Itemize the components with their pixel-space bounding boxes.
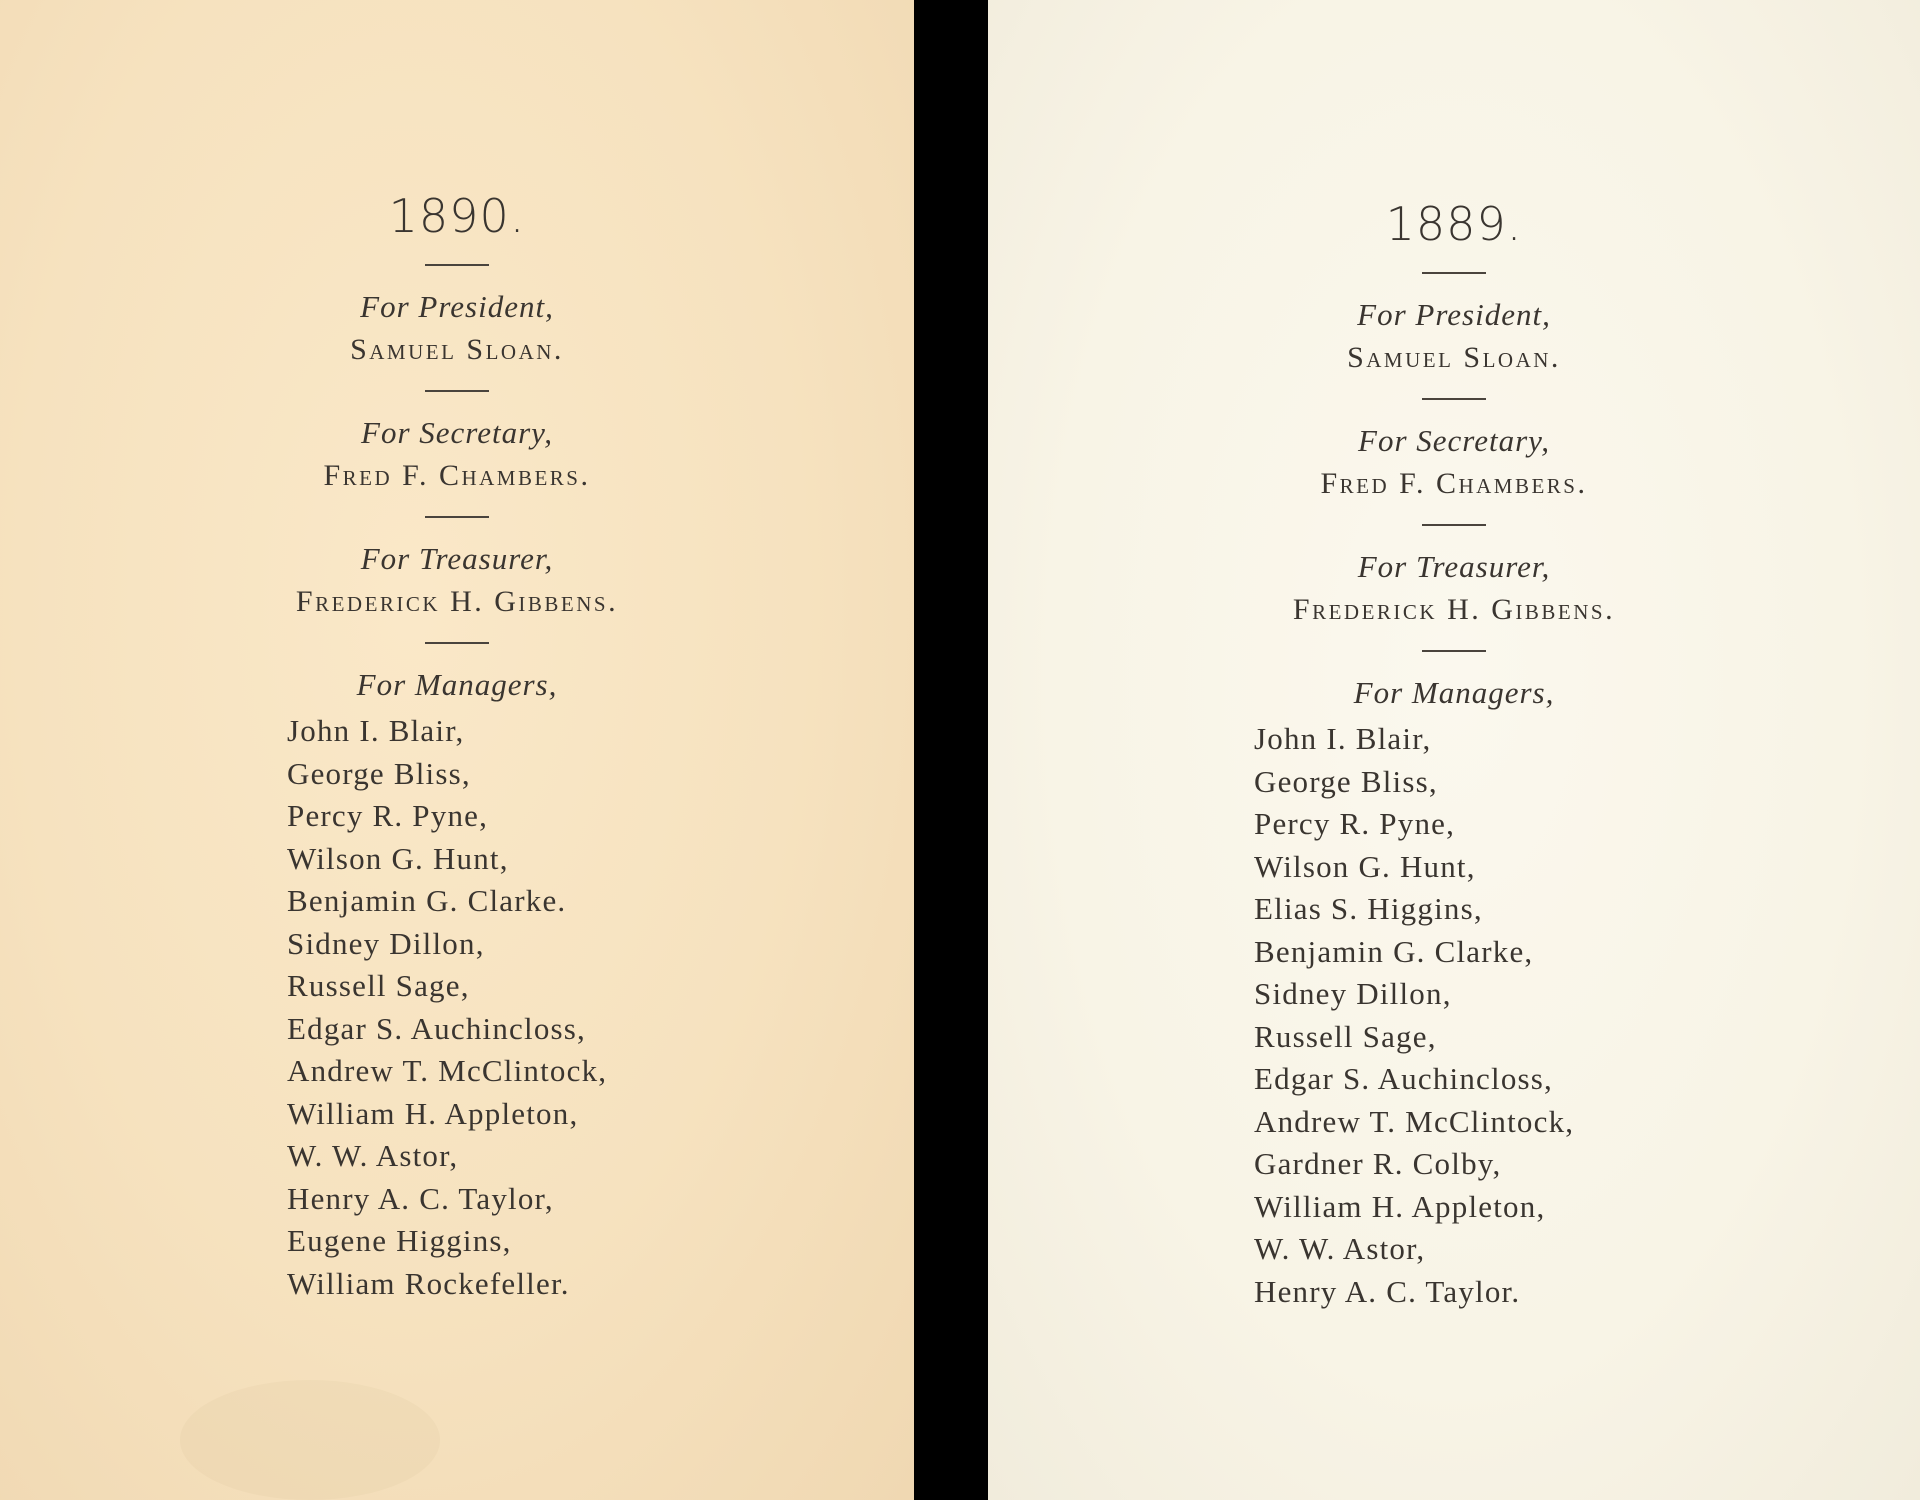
manager-name: William Rockefeller. xyxy=(287,1265,570,1301)
manager-name: Eugene Higgins, xyxy=(287,1223,512,1258)
divider xyxy=(425,264,489,266)
manager-name: Edgar S. Auchincloss, xyxy=(287,1010,587,1046)
manager-name: Benjamin G. Clarke, xyxy=(1254,933,1534,969)
manager-name: Sidney Dillon, xyxy=(287,925,485,961)
manager-name: Wilson G. Hunt, xyxy=(1254,848,1476,884)
treasurer-label: For Treasurer, xyxy=(1357,549,1551,584)
ticket-1890 xyxy=(0,188,914,1305)
managers-label: For Managers, xyxy=(1353,675,1555,710)
manager-name: George Bliss, xyxy=(1254,763,1438,799)
manager-name: Edgar S. Auchincloss, xyxy=(1254,1061,1554,1096)
manager-name: Benjamin G. Clarke. xyxy=(287,883,567,918)
manager-name: William H. Appleton, xyxy=(1254,1188,1546,1224)
divider xyxy=(1422,524,1486,526)
secretary-label: For Secretary, xyxy=(361,415,553,450)
secretary-label: For Secretary, xyxy=(1358,423,1550,458)
paper-stain xyxy=(180,1380,440,1500)
manager-name: John I. Blair, xyxy=(1254,721,1432,756)
manager-name: Gardner R. Colby, xyxy=(1254,1146,1502,1181)
manager-name: Elias S. Higgins, xyxy=(1254,891,1483,926)
divider xyxy=(1422,272,1486,274)
president-label: For President, xyxy=(1357,297,1551,332)
manager-name: William H. Appleton, xyxy=(287,1095,579,1131)
manager-name: Wilson G. Hunt, xyxy=(287,840,509,876)
manager-name: Henry A. C. Taylor. xyxy=(1254,1273,1521,1309)
president-name: Samuel Sloan. xyxy=(1347,341,1561,374)
page-1889 xyxy=(988,0,1920,1500)
ticket-1889 xyxy=(988,196,1920,1313)
manager-name: Henry A. C. Taylor, xyxy=(287,1180,554,1216)
managers-label: For Managers, xyxy=(356,667,558,702)
page-1890 xyxy=(0,0,914,1500)
president-name: Samuel Sloan. xyxy=(350,333,564,366)
year-heading: 1889. xyxy=(1385,197,1523,251)
treasurer-name: Frederick H. Gibbens. xyxy=(1292,593,1616,626)
manager-name: W. W. Astor, xyxy=(287,1138,459,1173)
managers-list xyxy=(287,710,914,1305)
manager-name: Percy R. Pyne, xyxy=(287,798,489,833)
divider xyxy=(425,390,489,392)
treasurer-name: Frederick H. Gibbens. xyxy=(295,585,619,618)
manager-name: Russell Sage, xyxy=(1254,1018,1437,1054)
president-label: For President, xyxy=(360,289,554,324)
manager-name: Percy R. Pyne, xyxy=(1254,806,1456,841)
manager-name: Russell Sage, xyxy=(287,968,470,1003)
manager-name: John I. Blair, xyxy=(287,713,465,748)
manager-name: Andrew T. McClintock, xyxy=(287,1053,608,1088)
manager-name: Andrew T. McClintock, xyxy=(1254,1103,1575,1139)
treasurer-label: For Treasurer, xyxy=(360,541,554,576)
manager-name: Sidney Dillon, xyxy=(1254,976,1452,1011)
secretary-name: Fred F. Chambers. xyxy=(1320,467,1588,500)
secretary-name: Fred F. Chambers. xyxy=(323,459,591,492)
year-heading: 1890. xyxy=(388,189,526,243)
divider xyxy=(425,516,489,518)
divider xyxy=(425,642,489,644)
manager-name: W. W. Astor, xyxy=(1254,1231,1426,1266)
divider xyxy=(1422,398,1486,400)
manager-name: George Bliss, xyxy=(287,755,471,791)
divider xyxy=(1422,650,1486,652)
managers-list xyxy=(1254,718,1920,1313)
